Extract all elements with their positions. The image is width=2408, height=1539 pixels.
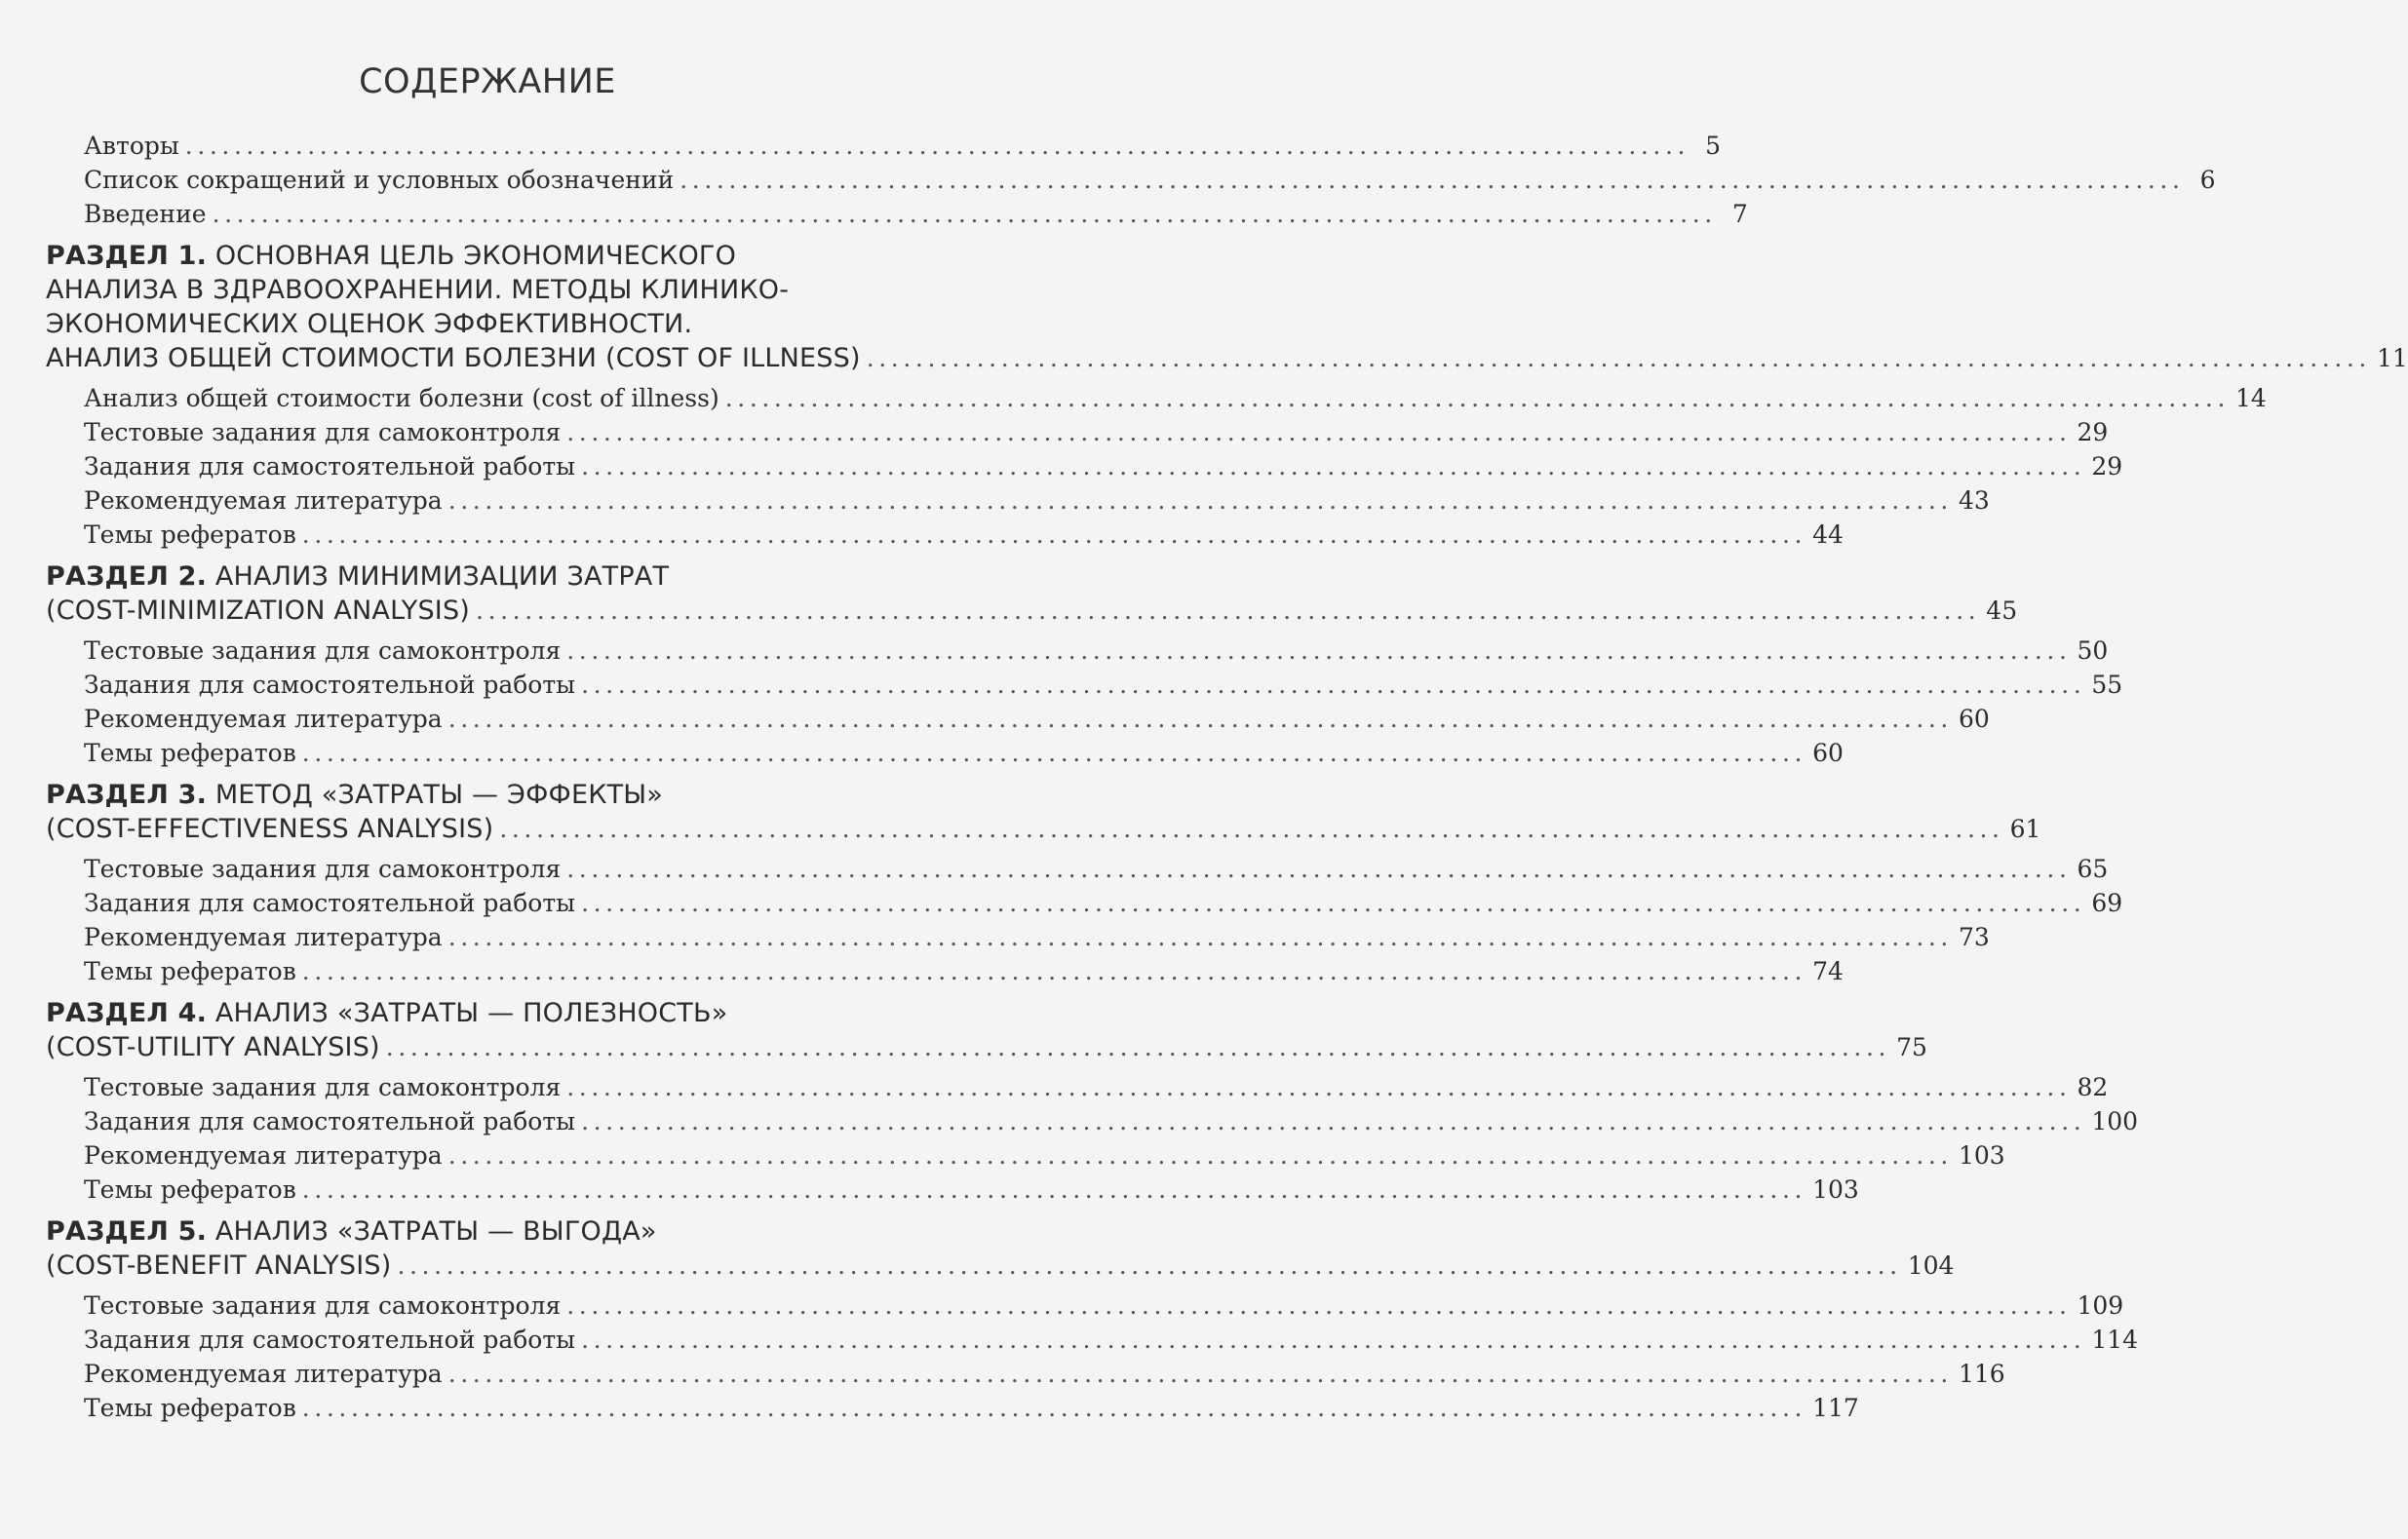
dot-leader: ...........................................................................................................................: [581, 1107, 2086, 1135]
page-number: 73: [1958, 923, 1990, 951]
dot-leader: ...........................................................................................................................: [566, 1073, 2072, 1101]
section-heading-text: (COST-MINIMIZATION ANALYSIS): [46, 596, 471, 626]
section-label: РАЗДЕЛ 2.: [46, 561, 208, 592]
entry-title: Рекомендуемая литература: [84, 705, 443, 733]
dot-leader: ...........................................................................................................................: [447, 1360, 1953, 1388]
section-heading-line: [0, 307, 936, 341]
toc-entry: [0, 1323, 2139, 1357]
section-heading-line: [0, 559, 936, 594]
entry-title: Введение: [84, 200, 207, 228]
toc-entry: [0, 449, 2123, 483]
dot-leader: ...........................................................................................................................: [866, 344, 2371, 372]
dot-leader: ...........................................................................................................................: [581, 452, 2086, 481]
entry-title: Рекомендуемая литература: [84, 486, 443, 515]
page-number: 104: [1907, 1251, 1955, 1280]
section-4: [0, 996, 2139, 1207]
page-number: 50: [2077, 636, 2109, 665]
dot-leader: ...........................................................................................................................: [301, 957, 1807, 985]
section-heading-last-line: [0, 594, 2018, 628]
dot-leader: ...........................................................................................................................: [447, 1141, 1953, 1170]
dot-leader: ...........................................................................................................................: [499, 815, 2004, 843]
entry-title: Темы рефератов: [84, 520, 296, 549]
page-number: 14: [2235, 384, 2267, 412]
toc-entry: [0, 736, 1844, 770]
entry-title: Тестовые задания для самоконтроля: [84, 636, 562, 665]
page-number: 43: [1958, 486, 1990, 515]
toc-entry: [0, 1138, 2005, 1173]
section-label: РАЗДЕЛ 1.: [46, 241, 208, 271]
section-heading-text: ЭКОНОМИЧЕСКИХ ОЦЕНОК ЭФФЕКТИВНОСТИ.: [46, 309, 693, 339]
page-number: 75: [1896, 1033, 1927, 1061]
dot-leader: ...........................................................................................................................: [566, 636, 2072, 665]
entry-title: Темы рефератов: [84, 1175, 296, 1204]
page-number: 100: [2091, 1107, 2139, 1135]
page-number: 6: [2199, 166, 2216, 194]
dot-leader: ...........................................................................................................................: [581, 671, 2086, 699]
front-matter-entry: [0, 197, 1748, 231]
page-number: 103: [1812, 1175, 1859, 1204]
page-number: 69: [2091, 889, 2123, 917]
section-3: [0, 778, 2123, 988]
section-heading-last-line: [0, 1030, 1927, 1064]
section-label: РАЗДЕЛ 4.: [46, 998, 208, 1028]
toc-entry: [0, 381, 2267, 415]
entry-title: Тестовые задания для самоконтроля: [84, 1073, 562, 1101]
dot-leader: ...........................................................................................................................: [447, 923, 1953, 951]
toc-entry: [0, 518, 1844, 552]
toc-entry: [0, 1289, 2124, 1323]
dot-leader: ...........................................................................................................................: [581, 889, 2086, 917]
dot-leader: ...........................................................................................................................: [581, 1326, 2086, 1354]
toc-entry: [0, 1104, 2139, 1138]
page-number: 29: [2091, 452, 2123, 481]
page-number: 82: [2077, 1073, 2109, 1101]
dot-leader: ...........................................................................................................................: [301, 1394, 1807, 1422]
page-number: 74: [1812, 957, 1844, 985]
toc-entry: [0, 954, 1844, 988]
section-heading-text: ОСНОВНАЯ ЦЕЛЬ ЭКОНОМИЧЕСКОГО: [207, 241, 737, 271]
section-heading-line: [0, 239, 936, 273]
page-number: 29: [2077, 418, 2109, 446]
entry-title: Рекомендуемая литература: [84, 1360, 443, 1388]
section-1: [0, 239, 2408, 552]
toc-entry: [0, 920, 1990, 954]
dot-leader: ...........................................................................................................................: [566, 418, 2072, 446]
entry-title: Задания для самостоятельной работы: [84, 889, 576, 917]
toc-entry: [0, 634, 2109, 668]
dot-leader: ...........................................................................................................................: [301, 520, 1807, 549]
entry-title: Тестовые задания для самоконтроля: [84, 1291, 562, 1320]
dot-leader: ...........................................................................................................................: [301, 1175, 1807, 1204]
page-title: СОДЕРЖАНИЕ: [359, 62, 616, 101]
section-heading-text: (COST-UTILITY ANALYSIS): [46, 1032, 380, 1062]
page-number: 5: [1705, 132, 1722, 160]
page-number: 44: [1812, 520, 1844, 549]
toc-entry: [0, 1070, 2109, 1104]
page-number: 45: [1986, 596, 2018, 625]
section-heading-text: АНАЛИЗ МИНИМИЗАЦИИ ЗАТРАТ: [207, 561, 670, 592]
toc-entry: [0, 668, 2123, 702]
page-number: 55: [2091, 671, 2123, 699]
toc-entry: [0, 483, 1990, 518]
section-label: РАЗДЕЛ 3.: [46, 780, 208, 810]
section-heading-line: [0, 996, 936, 1030]
entry-title: Тестовые задания для самоконтроля: [84, 418, 562, 446]
dot-leader: ...........................................................................................................................: [385, 1033, 1891, 1061]
toc-entry: [0, 702, 1990, 736]
dot-leader: ...........................................................................................................................: [301, 739, 1807, 767]
section-2: [0, 559, 2123, 770]
entry-title: Анализ общей стоимости болезни (cost of illness): [84, 384, 719, 412]
section-heading-line: [0, 1214, 936, 1249]
toc-entry: [0, 852, 2109, 886]
section-heading-last-line: [0, 341, 2408, 375]
page-number: 60: [1812, 739, 1844, 767]
section-heading-text: АНАЛИЗ «ЗАТРАТЫ — ПОЛЕЗНОСТЬ»: [207, 998, 728, 1028]
toc-entry: [0, 1357, 2005, 1391]
section-heading-last-line: [0, 1249, 1955, 1283]
entry-title: Авторы: [84, 132, 179, 160]
entry-title: Рекомендуемая литература: [84, 923, 443, 951]
section-5: [0, 1214, 2139, 1425]
section-heading-text: АНАЛИЗ «ЗАТРАТЫ — ВЫГОДА»: [207, 1216, 657, 1247]
dot-leader: ...........................................................................................................................: [476, 596, 1981, 625]
page-number: 11: [2376, 344, 2408, 372]
dot-leader: ...........................................................................................................................: [680, 166, 2185, 194]
page-number: 109: [2077, 1291, 2124, 1320]
dot-leader: ...........................................................................................................................: [566, 855, 2072, 883]
dot-leader: ...........................................................................................................................: [212, 200, 1717, 228]
dot-leader: ...........................................................................................................................: [566, 1291, 2072, 1320]
section-label: РАЗДЕЛ 5.: [46, 1216, 208, 1247]
page-number: 7: [1731, 200, 1748, 228]
section-heading-text: (COST-BENEFIT ANALYSIS): [46, 1250, 392, 1281]
page-number: 116: [1958, 1360, 2005, 1388]
page-number: 65: [2077, 855, 2109, 883]
entry-title: Задания для самостоятельной работы: [84, 452, 576, 481]
entry-title: Задания для самостоятельной работы: [84, 671, 576, 699]
front-matter-entry: [0, 163, 2216, 197]
toc-entry: [0, 415, 2109, 449]
section-heading-text: МЕТОД «ЗАТРАТЫ — ЭФФЕКТЫ»: [207, 780, 664, 810]
section-heading-last-line: [0, 812, 2041, 846]
page-number: 61: [2009, 815, 2041, 843]
entry-title: Темы рефератов: [84, 1394, 296, 1422]
entry-title: Темы рефератов: [84, 739, 296, 767]
toc-entry: [0, 1391, 1859, 1425]
entry-title: Темы рефератов: [84, 957, 296, 985]
section-heading-text: АНАЛИЗ ОБЩЕЙ СТОИМОСТИ БОЛЕЗНИ (COST OF ILLNESS): [46, 343, 861, 373]
dot-leader: ...........................................................................................................................: [724, 384, 2230, 412]
dot-leader: ...........................................................................................................................: [184, 132, 1690, 160]
front-matter-entry: [0, 129, 1722, 163]
table-of-contents: [0, 129, 2408, 1425]
page-number: 117: [1812, 1394, 1859, 1422]
dot-leader: ...........................................................................................................................: [447, 705, 1953, 733]
toc-entry: [0, 886, 2123, 920]
page-number: 60: [1958, 705, 1990, 733]
entry-title: Список сокращений и условных обозначений: [84, 166, 675, 194]
dot-leader: ...........................................................................................................................: [397, 1251, 1902, 1280]
section-heading-text: АНАЛИЗА В ЗДРАВООХРАНЕНИИ. МЕТОДЫ КЛИНИКО-: [46, 275, 790, 305]
page-number: 103: [1958, 1141, 2005, 1170]
page-number: 114: [2091, 1326, 2139, 1354]
entry-title: Задания для самостоятельной работы: [84, 1326, 576, 1354]
entry-title: Рекомендуемая литература: [84, 1141, 443, 1170]
entry-title: Задания для самостоятельной работы: [84, 1107, 576, 1135]
entry-title: Тестовые задания для самоконтроля: [84, 855, 562, 883]
toc-entry: [0, 1173, 1859, 1207]
section-heading-line: [0, 778, 936, 812]
section-heading-line: [0, 273, 936, 307]
dot-leader: ...........................................................................................................................: [447, 486, 1953, 515]
section-heading-text: (COST-EFFECTIVENESS ANALYSIS): [46, 814, 494, 844]
